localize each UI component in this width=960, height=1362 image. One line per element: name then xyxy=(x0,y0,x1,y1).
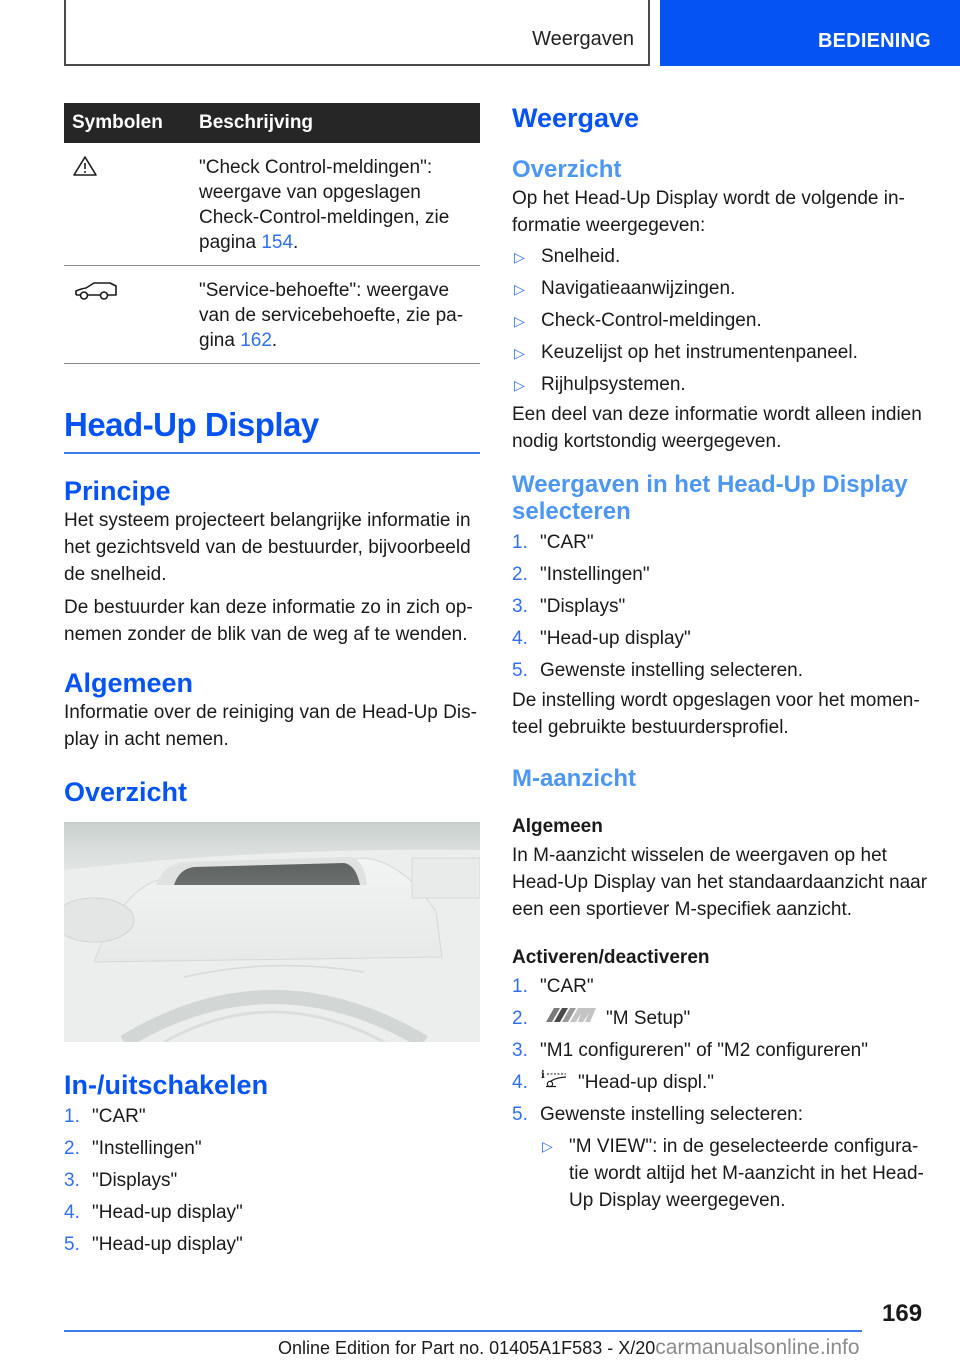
warning-triangle-icon xyxy=(72,161,98,182)
footer-edition: Online Edition for Part no. 01405A1F583 - X/20carmanualsonline.info xyxy=(278,1336,860,1359)
heading-overzicht: Overzicht xyxy=(64,777,188,807)
chapter-title: Head-Up Display xyxy=(64,406,480,454)
watermark: carmanualsonline.info xyxy=(655,1336,860,1359)
select-steps xyxy=(512,527,932,687)
m-sub-bullets xyxy=(540,1133,932,1214)
list-item: 4. "Head-up display" xyxy=(64,1202,243,1223)
heading-weergaven-selecteren: Weergaven in het Head-Up Display selecteren xyxy=(512,471,908,525)
car-service-icon xyxy=(72,286,120,307)
page-number: 169 xyxy=(882,1300,923,1327)
list-item: 1. "CAR" xyxy=(512,532,594,553)
m-steps xyxy=(512,971,932,1131)
right-column xyxy=(512,103,932,1214)
table-row: "Service-behoefte": weergave van de servicebehoefte, zie pa-gina 162. xyxy=(64,266,480,364)
list-item: ▷ Keuzelijst op het instrumentenpaneel. xyxy=(512,337,932,369)
table-header-symbols: Symbolen xyxy=(64,103,189,143)
algemeen-paragraph: Informatie over de reiniging van de Head-Up Dis-play in acht nemen. xyxy=(64,702,477,750)
list-item: 3. "Displays" xyxy=(64,1170,178,1191)
weergave-bullets xyxy=(512,241,932,401)
triangle-bullet-icon: ▷ xyxy=(542,1138,553,1154)
heading-in-uitschakelen: In-/uitschakelen xyxy=(64,1070,269,1100)
list-item: ▷ Navigatieaanwijzingen. xyxy=(512,273,932,305)
running-header xyxy=(64,0,650,66)
triangle-bullet-icon: ▷ xyxy=(514,377,525,393)
heading-weergave: Weergave xyxy=(512,103,640,133)
list-item: 4. i "Head-up displ." xyxy=(512,1067,932,1099)
page-link[interactable]: 162 xyxy=(240,330,272,351)
heading-principe: Principe xyxy=(64,476,171,506)
heading-m-aanzicht: M-aanzicht xyxy=(512,765,637,792)
table-header-description: Beschrijving xyxy=(189,103,480,143)
row-description: "Service-behoefte": weergave van de servicebehoefte, zie pa-gina xyxy=(199,280,464,351)
list-item: 3. "Displays" xyxy=(512,596,626,617)
list-item: ▷ Snelheid. xyxy=(512,241,932,273)
weergave-intro: Op het Head-Up Display wordt de volgende in-formatie weergegeven: xyxy=(512,188,905,236)
heading-overzicht-right: Overzicht xyxy=(512,156,622,183)
heading-algemeen: Algemeen xyxy=(64,668,194,698)
in-uit-steps xyxy=(64,1101,480,1261)
list-item: 1. "CAR" xyxy=(512,976,594,997)
list-item: ▷ Check-Control-meldingen. xyxy=(512,305,932,337)
list-item: 3. "M1 configureren" of "M2 configureren" xyxy=(512,1040,868,1061)
heading-activeren: Activeren/deactiveren xyxy=(512,947,710,968)
footer-divider xyxy=(64,1330,862,1332)
hud-info-icon xyxy=(540,1067,568,1099)
weergave-outro: Een deel van deze informatie wordt alleen indien nodig kortstondig weergegeven. xyxy=(512,404,922,452)
list-item: 1. "CAR" xyxy=(64,1106,146,1127)
svg-text:i: i xyxy=(541,1070,545,1081)
triangle-bullet-icon: ▷ xyxy=(514,313,525,329)
triangle-bullet-icon: ▷ xyxy=(514,281,525,297)
symbols-table xyxy=(64,103,480,364)
m-logo-icon xyxy=(540,1003,596,1035)
m-algemeen-paragraph: In M-aanzicht wisselen de weergaven op het Head-Up Display van het standaardaanzicht naar een een sportiever M-specifiek aanzicht. xyxy=(512,845,928,920)
list-item: 5. Gewenste instelling selecteren: xyxy=(512,1104,803,1125)
list-item: ▷ Rijhulpsystemen. xyxy=(512,369,932,401)
header-section-title: Weergaven xyxy=(532,28,634,50)
chapter-tab xyxy=(660,0,960,66)
list-item: ▷ "M VIEW": in de geselecteerde configura-tie wordt altijd het M-aanzicht in het Head-Up Display weergegeven. xyxy=(540,1133,932,1214)
row-description: "Check Control-meldingen": weergave van opgeslagen Check-Control-meldingen, zie pagina xyxy=(199,157,450,253)
triangle-bullet-icon: ▷ xyxy=(514,249,525,265)
chapter-tab-label: BEDIENING xyxy=(818,30,931,52)
table-row: "Check Control-meldingen": weergave van opgeslagen Check-Control-meldingen, zie pagina 154. xyxy=(64,143,480,266)
list-item: 4. "Head-up display" xyxy=(512,628,691,649)
select-note: De instelling wordt opgeslagen voor het momen-teel gebruikte bestuurdersprofiel. xyxy=(512,690,920,738)
page-link[interactable]: 154 xyxy=(261,232,294,253)
list-item: 5. Gewenste instelling selecteren. xyxy=(512,660,803,681)
left-column xyxy=(64,103,480,1261)
list-item: 2. "M Setup" xyxy=(512,1003,932,1035)
list-item: 2. "Instellingen" xyxy=(512,564,650,585)
triangle-bullet-icon: ▷ xyxy=(514,345,525,361)
list-item: 2. "Instellingen" xyxy=(64,1138,202,1159)
principe-paragraph-2: De bestuurder kan deze informatie zo in zich op-nemen zonder de blik van de weg af te wenden. xyxy=(64,597,473,645)
heading-m-algemeen: Algemeen xyxy=(512,816,603,837)
principe-paragraph-1: Het systeem projecteert belangrijke informatie in het gezichtsveld van de bestuurder, bijvoorbeeld de snelheid. xyxy=(64,510,471,585)
list-item: 5. "Head-up display" xyxy=(64,1234,243,1255)
hud-photo xyxy=(64,822,480,1042)
